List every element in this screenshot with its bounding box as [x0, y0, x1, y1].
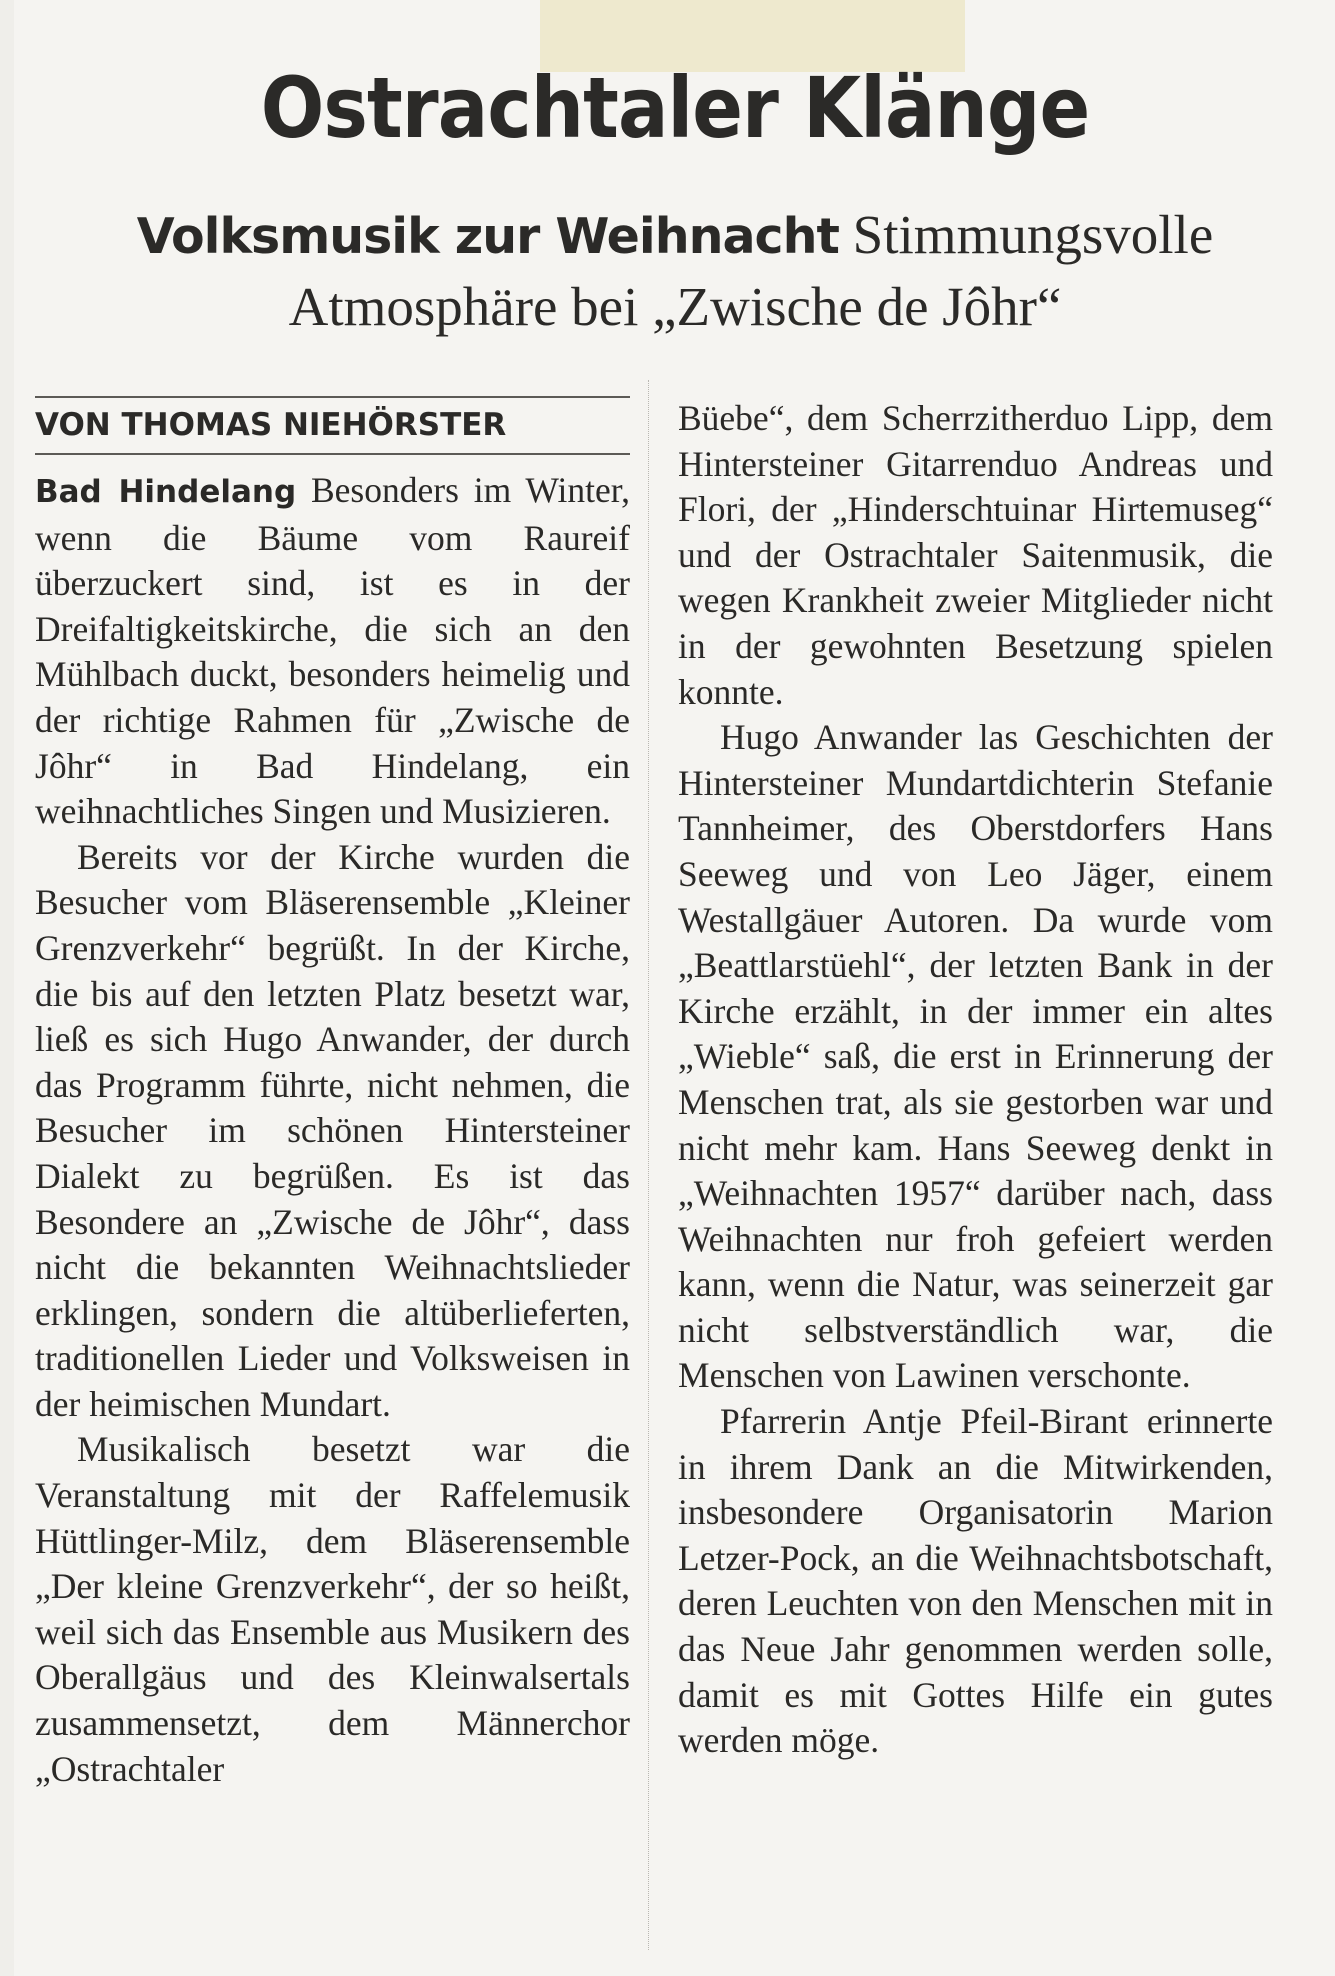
subheadline-text-line1: Stimmungsvolle	[852, 204, 1214, 265]
article-paragraph: Hugo Anwander las Geschichten der Hintersteiner Mundartdichterin Stefanie Tannheimer, des Oberstdorfers Hans Seeweg und von Leo Jäger, einem Westallgäuer Autoren. Da wurde vom „Beattlarstüehl“, der letzten Bank in der Kirche erzählt, in der immer ein altes „Wieble“ saß, die erst in Erinnerung der Menschen trat, als sie gestorben war und nicht mehr kam. Hans Seeweg denkt in „Weihnachten 1957“ darüber nach, dass Weihnachten nur froh gefeiert werden kann, wenn die Natur, was seinerzeit gar nicht selbstverständlich war, die Menschen von Lawinen verschonte.	[678, 717, 1273, 1396]
byline: VON THOMAS NIEHÖRSTER	[35, 407, 507, 443]
article-paragraph: Pfarrerin Antje Pfeil-Birant erinnerte in ihrem Dank an die Mitwirkenden, insbesondere Organisatorin Marion Letzer-Pock, an die Weihnachtsbotschaft, deren Leuchten von den Menschen mit in das Neue Jahr genommen werden solle, damit es mit Gottes Hilfe ein gutes werden möge.	[678, 1401, 1273, 1761]
article-headline: Ostrachtaler Klänge	[260, 59, 1090, 157]
subheadline-kicker: Volksmusik zur Weihnacht	[136, 208, 839, 265]
article-column-right	[678, 396, 1273, 1764]
dateline: Bad Hindelang	[35, 474, 297, 510]
byline-box	[35, 396, 630, 455]
article-paragraph: Büebe“, dem Scherrzitherduo Lipp, dem Hintersteiner Gitarrenduo Andreas und Flori, der „Hinderschtuinar Hirtemuseg“ und der Ostrachtaler Saitenmusik, die wegen Krankheit zweier Mitglieder nicht in der gewohnten Besetzung spielen konnte.	[678, 398, 1273, 712]
article-paragraph: Bereits vor der Kirche wurden die Besucher vom Bläserensemble „Kleiner Grenzverkehr“ begrüßt. In der Kirche, die bis auf den letzten Platz besetzt war, ließ es sich Hugo Anwander, der durch das Programm führte, nicht nehmen, die Besucher im schönen Hintersteiner Dialekt zu begrüßen. Es ist das Besondere an „Zwische de Jôhr“, dass nicht die bekannten Weihnachtslieder erklingen, sondern die altüberlieferten, traditionellen Lieder und Volksweisen in der heimischen Mundart.	[35, 836, 630, 1424]
paragraph-text: Besonders im Winter, wenn die Bäume vom Raureif überzuckert sind, ist es in der Dreifaltigkeitskirche, die sich an den Mühlbach duckt, besonders heimelig und der richtige Rahmen für „Zwische de Jôhr“ in Bad Hindelang, ein weihnachtliches Singen und Musizieren.	[35, 470, 630, 832]
column-divider	[648, 380, 649, 1950]
article-paragraph	[35, 468, 630, 835]
subheadline-text-line2: Atmosphäre bei „Zwische de Jôhr“	[288, 276, 1062, 337]
article-paragraph: Musikalisch besetzt war die Veranstaltung mit der Raffelemusik Hüttlinger-Milz, dem Bläserensemble „Der kleine Grenzverkehr“, der so heißt, weil sich das Ensemble aus Musikern des Oberallgäus und des Kleinwalsertals zusammensetzt, dem Männerchor „Ostrachtaler	[35, 1429, 630, 1789]
article-subheadline	[60, 200, 1290, 342]
article-column-left	[35, 468, 630, 1792]
